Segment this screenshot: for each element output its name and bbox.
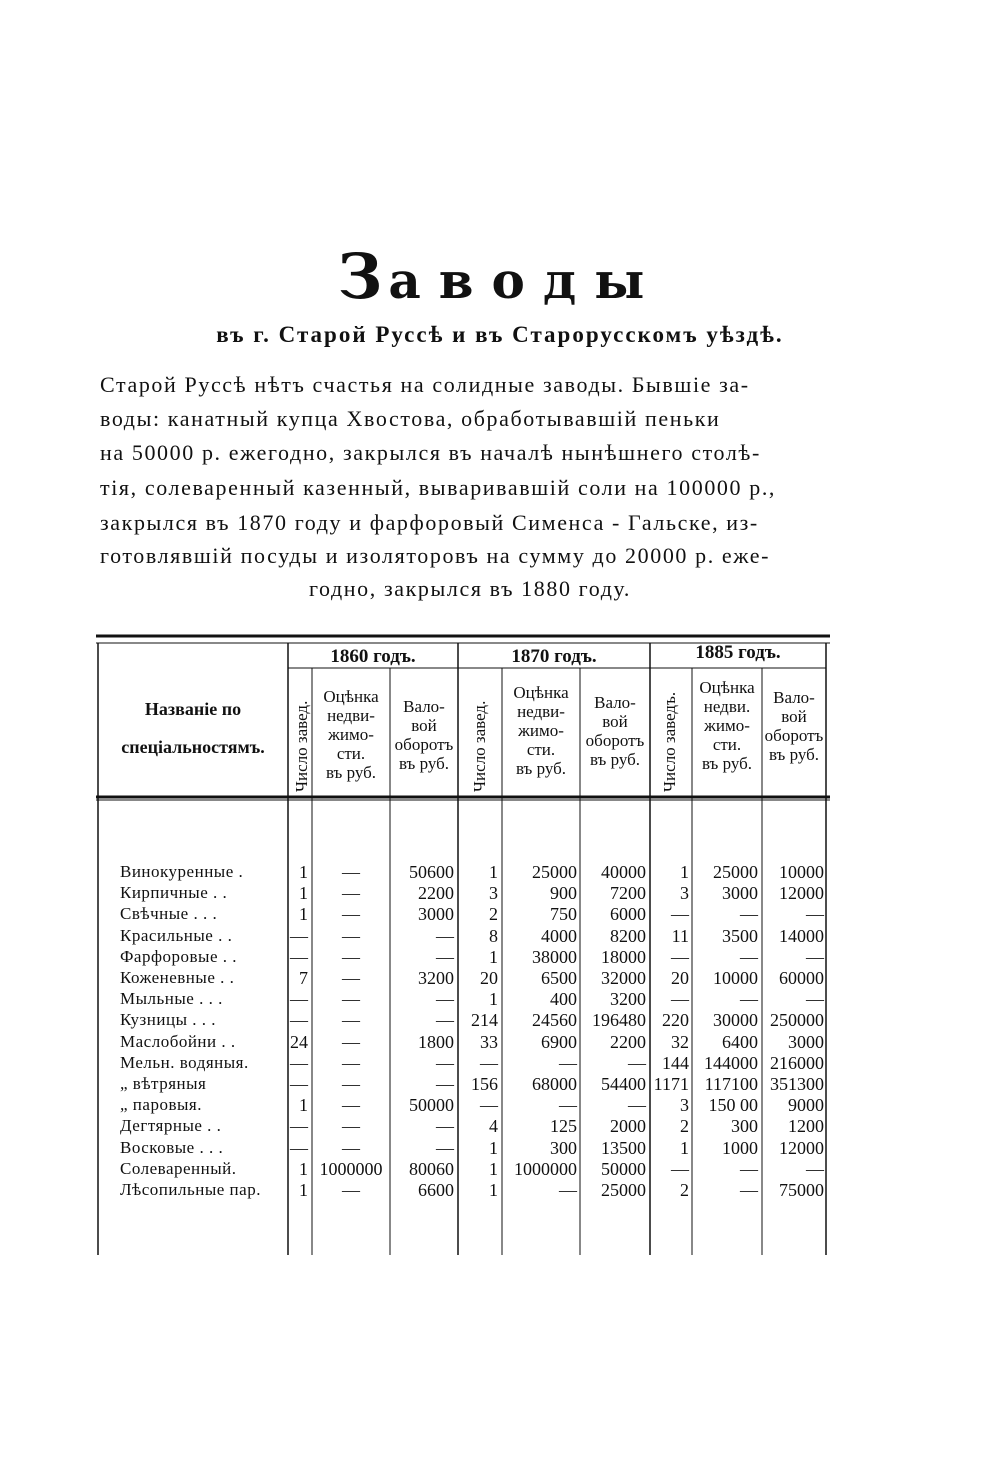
header-line: вой — [411, 716, 437, 735]
table-cell: — — [342, 1116, 360, 1137]
table-cell: 2200 — [418, 883, 454, 904]
table-cell: — — [342, 925, 360, 946]
page-subtitle: въ г. Старой Руссѣ и въ Старорусскомъ уѣздѣ. — [216, 322, 784, 347]
table-cell: 6400 — [722, 1031, 758, 1052]
table-cell: 1 — [489, 946, 498, 967]
table-cell: 6600 — [418, 1180, 454, 1200]
table-cell: 4000 — [541, 925, 577, 946]
table-cell: 3000 — [788, 1031, 824, 1052]
table-cell: 24560 — [532, 1010, 577, 1031]
table-cell: — — [290, 925, 308, 946]
table-cell: 1000000 — [319, 1158, 383, 1179]
header-line: недви. — [703, 697, 751, 716]
table-cell: 13500 — [601, 1137, 646, 1158]
row-name: Дегтярные . . — [120, 1116, 222, 1136]
table-cell: 1 — [489, 1137, 498, 1158]
table-cell: — — [806, 946, 824, 967]
table-cell: 1200 — [788, 1116, 824, 1137]
table-cell: 214 — [471, 1010, 498, 1031]
turnover-header-1870 — [580, 693, 650, 769]
count-header-1870: Число завед. — [470, 700, 489, 792]
header-line: въ руб. — [325, 763, 377, 782]
header-line: оборотъ — [394, 735, 454, 754]
count-header-1860: Число завед. — [292, 700, 311, 792]
table-cell: — — [436, 925, 454, 946]
header-line: въ руб. — [701, 754, 753, 773]
row-name: Фарфоровые . . — [120, 946, 237, 966]
table-cell: 125 — [550, 1116, 577, 1137]
table-cell: 3000 — [722, 883, 758, 904]
header-line: Оцѣнка — [513, 683, 569, 702]
table-cell: 33 — [480, 1031, 498, 1052]
table-cell: 3000 — [418, 904, 454, 925]
table-cell: 196480 — [592, 1010, 646, 1031]
table-cell: 54400 — [601, 1074, 646, 1094]
table-cell: 144000 — [704, 1052, 758, 1073]
table-cell: 38000 — [532, 946, 577, 967]
table-cell: 3200 — [610, 989, 646, 1010]
row-name: Мельн. водяныя. — [120, 1052, 249, 1072]
table-cell: 1 — [299, 862, 308, 882]
table-cell: 20 — [480, 968, 498, 988]
header-line: Оцѣнка — [323, 687, 379, 706]
table-cell: — — [436, 1137, 454, 1158]
table-cell: 300 — [731, 1116, 758, 1137]
table-cell: — — [290, 946, 308, 967]
name-column-header — [98, 690, 288, 766]
row-name: Винокуренные . — [120, 862, 244, 881]
table-cell: — — [740, 989, 758, 1010]
row-name: Мыльные . . . — [120, 989, 223, 1009]
turnover-header-1860 — [390, 697, 458, 773]
table-cell: 1 — [680, 862, 689, 882]
table-cell: 2000 — [610, 1116, 646, 1137]
paragraph-line: годно, закрылся въ 1880 году. — [308, 576, 632, 601]
header-line: сти. — [712, 735, 742, 754]
table-cell: — — [480, 1095, 498, 1116]
table-cell: — — [342, 989, 360, 1010]
table-cell: — — [342, 883, 360, 904]
paragraph-line: тія, солеваренный казенный, вываривавшій соли на 100000 р., — [100, 475, 777, 500]
table-cell: — — [436, 946, 454, 967]
row-name: Солеваренный. — [120, 1158, 237, 1178]
paragraph-line: готовлявшій посуды и изоляторовъ на сумму до 20000 р. еже- — [100, 543, 771, 568]
table-cell: — — [806, 1158, 824, 1179]
table-cell: 8200 — [610, 925, 646, 946]
row-name: Восковые . . . — [120, 1137, 224, 1157]
table-cell: 68000 — [532, 1074, 577, 1094]
table-cell: — — [342, 862, 360, 882]
table-cell: 300 — [550, 1137, 577, 1158]
table-cell: 30000 — [713, 1010, 758, 1031]
table-cell: 1 — [489, 989, 498, 1010]
header-line: вой — [602, 712, 628, 731]
table-cell: 351300 — [770, 1074, 824, 1094]
table-cell: 1171 — [653, 1074, 689, 1094]
table-cell: — — [290, 1052, 308, 1073]
table-cell: — — [436, 1052, 454, 1073]
table-cell: — — [342, 946, 360, 967]
row-name: Маслобойни . . — [120, 1031, 236, 1051]
header-line: оборотъ — [764, 726, 824, 745]
row-name: Лѣсопильные пар. — [120, 1180, 261, 1199]
table-cell: 10000 — [713, 968, 758, 988]
table-cell: 25000 — [713, 862, 758, 882]
table-cell: 20 — [671, 968, 689, 988]
header-line: недви- — [517, 702, 565, 721]
table-cell: 32 — [671, 1031, 689, 1052]
header-line: жимо- — [518, 721, 564, 740]
row-name: Красильные . . — [120, 925, 233, 945]
table-cell: 3500 — [722, 925, 758, 946]
header-line: въ руб. — [515, 759, 567, 778]
table-cell: 1000 — [722, 1137, 758, 1158]
row-name: Свѣчные . . . — [120, 904, 218, 924]
table-cell: 11 — [671, 925, 689, 946]
row-name: Коженевные . . — [120, 968, 235, 987]
table-cell: 1 — [489, 1180, 498, 1200]
header-line: сти. — [336, 744, 366, 763]
header-line: Вало- — [403, 697, 445, 716]
table-cell: — — [436, 989, 454, 1010]
table-cell: 25000 — [532, 862, 577, 882]
table-cell: 7 — [299, 968, 308, 988]
header-line: Вало- — [594, 693, 636, 712]
paragraph-line: Старой Руссѣ нѣтъ счастья на солидные заводы. Бывшіе за- — [100, 372, 750, 397]
table-cell: 7200 — [610, 883, 646, 904]
row-name: „ паровыя. — [120, 1095, 202, 1115]
table-cell: 3 — [680, 1095, 689, 1116]
table-cell: 1 — [299, 1095, 308, 1116]
table-cell: 50000 — [601, 1158, 646, 1179]
year-1860: 1860 годъ. — [330, 646, 416, 667]
year-1885: 1885 годъ. — [695, 642, 781, 663]
table-cell: — — [806, 904, 824, 925]
table-cell: — — [559, 1180, 577, 1200]
name-header-line: Названіе по — [144, 699, 242, 719]
table-cell: 1 — [489, 1158, 498, 1179]
table-cell: 6000 — [610, 904, 646, 925]
table-cell: — — [342, 968, 360, 988]
table-cell: 250000 — [770, 1010, 824, 1031]
table-cell: 14000 — [779, 925, 824, 946]
table-cell: 6500 — [541, 968, 577, 988]
table-cell: — — [628, 1095, 646, 1116]
table-cell: — — [740, 904, 758, 925]
table-cell: — — [342, 1095, 360, 1116]
table-cell: 4 — [489, 1116, 498, 1137]
table-cell: — — [342, 1074, 360, 1094]
table-cell: 144 — [662, 1052, 689, 1073]
table-cell: 1 — [680, 1137, 689, 1158]
table-cell: 12000 — [779, 883, 824, 904]
header-line: въ руб. — [589, 750, 641, 769]
table-cell: — — [480, 1052, 498, 1073]
count-header-1885: Число заведъ. — [660, 691, 679, 792]
table-cell: — — [436, 1074, 454, 1094]
table-cell: 900 — [550, 883, 577, 904]
title-rest: аводы — [388, 251, 663, 310]
table-cell: — — [436, 1116, 454, 1137]
table-cell: 32000 — [601, 968, 646, 988]
table-cell: — — [290, 989, 308, 1010]
table-cell: 50600 — [409, 862, 454, 882]
table-cell: 60000 — [779, 968, 824, 988]
table-cell: — — [290, 1116, 308, 1137]
table-cell: — — [342, 1031, 360, 1052]
paragraph-line: воды: канатный купца Хвостова, обработывавшій пеньки — [100, 406, 721, 431]
estimate-header-1870 — [502, 683, 580, 778]
row-name: „ вѣтряныя — [120, 1074, 207, 1093]
table-cell: 2 — [489, 904, 498, 925]
name-header-line: спеціальностямъ. — [121, 737, 265, 757]
table-cell: — — [436, 1010, 454, 1031]
table-cell: 50000 — [409, 1095, 454, 1116]
table-cell: 1 — [299, 1158, 308, 1179]
table-cell: 12000 — [779, 1137, 824, 1158]
table-cell: — — [671, 904, 689, 925]
table-cell: 6900 — [541, 1031, 577, 1052]
header-line: Оцѣнка — [699, 678, 755, 697]
header-line: жимо- — [704, 716, 750, 735]
table-cell: 8 — [489, 925, 498, 946]
table-cell: 75000 — [779, 1180, 824, 1200]
table-cell: 117100 — [704, 1074, 758, 1094]
table-cell: 750 — [550, 904, 577, 925]
table-cell: 25000 — [601, 1180, 646, 1200]
table-cell: 2 — [680, 1116, 689, 1137]
header-line: Вало- — [773, 688, 815, 707]
table-cell: — — [559, 1052, 577, 1073]
table-cell: 80060 — [409, 1158, 454, 1179]
header-line: въ руб. — [768, 745, 820, 764]
header-line: въ руб. — [398, 754, 450, 773]
table-cell: 1 — [299, 904, 308, 925]
table-cell: — — [671, 989, 689, 1010]
table-cell: — — [671, 946, 689, 967]
table-cell: — — [740, 946, 758, 967]
table-cell: — — [740, 1180, 758, 1200]
table-cell: 1 — [489, 862, 498, 882]
table-cell: 24 — [290, 1031, 308, 1052]
table-cell: 150 00 — [708, 1095, 758, 1116]
row-name: Кирпичные . . — [120, 883, 228, 903]
table-cell: 1 — [299, 883, 308, 904]
table-cell: 40000 — [601, 862, 646, 882]
table-cell: 400 — [550, 989, 577, 1010]
table-cell: 1800 — [418, 1031, 454, 1052]
table-cell: 2200 — [610, 1031, 646, 1052]
table-cell: — — [342, 904, 360, 925]
table-cell: 1000000 — [514, 1158, 577, 1179]
paragraph-line: на 50000 р. ежегодно, закрылся въ началѣ нынѣшнего столѣ- — [100, 440, 761, 465]
year-1870: 1870 годъ. — [511, 646, 597, 667]
header-line: оборотъ — [585, 731, 645, 750]
table-cell: 10000 — [779, 862, 824, 882]
table-cell: 220 — [662, 1010, 689, 1031]
table-cell: 3200 — [418, 968, 454, 988]
table-cell: — — [290, 1010, 308, 1031]
header-line: недви- — [327, 706, 375, 725]
header-line: жимо- — [328, 725, 374, 744]
table-cell: — — [559, 1095, 577, 1116]
row-name: Кузницы . . . — [120, 1010, 216, 1030]
table-cell: 3 — [489, 883, 498, 904]
table-cell: 216000 — [770, 1052, 824, 1073]
header-line: сти. — [526, 740, 556, 759]
table-cell: 18000 — [601, 946, 646, 967]
table-cell: — — [342, 1137, 360, 1158]
table-cell: — — [740, 1158, 758, 1179]
table-cell: — — [806, 989, 824, 1010]
header-line: вой — [781, 707, 807, 726]
table-cell: — — [342, 1180, 360, 1200]
estimate-header-1860 — [312, 687, 390, 782]
paragraph-line: закрылся въ 1870 году и фарфоровый Сименса - Гальске, из- — [100, 510, 759, 535]
estimate-header-1885 — [692, 678, 762, 773]
table-cell: — — [290, 1137, 308, 1158]
table-cell: — — [671, 1158, 689, 1179]
table-cell: 1 — [299, 1180, 308, 1200]
table-cell: — — [342, 1052, 360, 1073]
table-cell: 3 — [680, 883, 689, 904]
title-initial: З — [337, 240, 389, 313]
table-cell: — — [342, 1010, 360, 1031]
turnover-header-1885 — [762, 688, 826, 764]
table-cell: 9000 — [788, 1095, 824, 1116]
table-cell: 156 — [471, 1074, 498, 1094]
table-cell: — — [628, 1052, 646, 1073]
table-cell: — — [290, 1074, 308, 1094]
table-cell: 2 — [680, 1180, 689, 1200]
